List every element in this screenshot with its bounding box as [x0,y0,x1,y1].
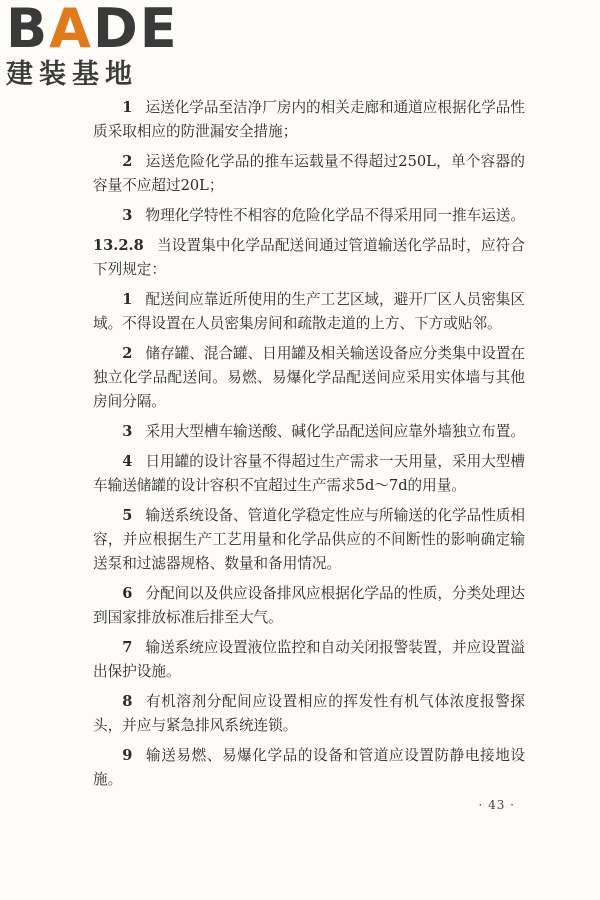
clause-number: 1 [122,291,133,308]
clause-number: 8 [122,693,133,710]
clause-text: 运送化学品至洁净厂房内的相关走廊和通道应根据化学品性质采取相应的防泄漏安全措施； [93,99,525,140]
bade-logo [6,2,186,92]
clause-text: 储存罐、混合罐、日用罐及相关输送设备应分类集中设置在独立化学品配送间。易燃、易爆化学品配送间应采用实体墙与其他房间分隔。 [93,345,525,410]
clause-text: 分配间以及供应设备排风应根据化学品的性质，分类处理达到国家排放标准后排至大气。 [93,585,525,626]
clause-number: 4 [122,453,133,470]
clause-text: 采用大型槽车输送酸、碱化学品配送间应靠外墙独立布置。 [145,423,525,440]
clause-number: 2 [122,153,133,170]
clause-number: 3 [122,207,133,224]
section-number: 13.2.8 [93,237,144,254]
clause-number: 6 [122,585,133,602]
clause-text: 输送系统应设置液位监控和自动关闭报警装置，并应设置溢出保护设施。 [93,639,525,680]
clause-1 [93,96,525,144]
clause-text: 有机溶剂分配间应设置相应的挥发性有机气体浓度报警探头，并应与紧急排风系统连锁。 [93,693,525,734]
clause-7 [93,636,525,684]
section-13-2-8 [93,234,525,282]
clause-number: 2 [122,345,133,362]
clause-text: 配送间应靠近所使用的生产工艺区域，避开厂区人员密集区域。不得设置在人员密集房间和疏散走道的上方、下方或贴邻。 [93,291,525,332]
clause-2 [93,342,525,414]
clause-number: 7 [122,639,133,656]
logo-letters: BADE [6,0,179,60]
clause-text: 输送易燃、易爆化学品的设备和管道应设置防静电接地设施。 [93,747,525,788]
clause-6 [93,582,525,630]
clause-number: 9 [122,747,133,764]
logo-wordmark [6,2,186,58]
clause-9 [93,744,525,792]
clause-5 [93,504,525,576]
clause-4 [93,450,525,498]
clause-3 [93,204,525,228]
clause-text: 运送危险化学品的推车运载量不得超过250L，单个容器的容量不应超过20L； [93,153,525,194]
clause-number: 3 [122,423,133,440]
section-text: 当设置集中化学品配送间通过管道输送化学品时，应符合下列规定： [93,237,525,278]
clause-text: 物理化学特性不相容的危险化学品不得采用同一推车运送。 [145,207,525,224]
clause-number: 1 [122,99,133,116]
clause-2 [93,150,525,198]
page-number: · 43 · [478,798,515,812]
clause-1 [93,288,525,336]
clause-3 [93,420,525,444]
clause-text: 输送系统设备、管道化学稳定性应与所输送的化学品性质相容，并应根据生产工艺用量和化学品供应的不间断性的影响确定输送泵和过滤器规格、数量和备用情况。 [93,507,525,572]
clause-text: 日用罐的设计容量不得超过生产需求一天用量，采用大型槽车输送储罐的设计容积不宜超过生产需求5d～7d的用量。 [93,453,525,494]
document-body [93,96,525,798]
clause-8 [93,690,525,738]
logo-subtitle: 建装基地 [6,59,138,90]
clause-number: 5 [122,507,133,524]
